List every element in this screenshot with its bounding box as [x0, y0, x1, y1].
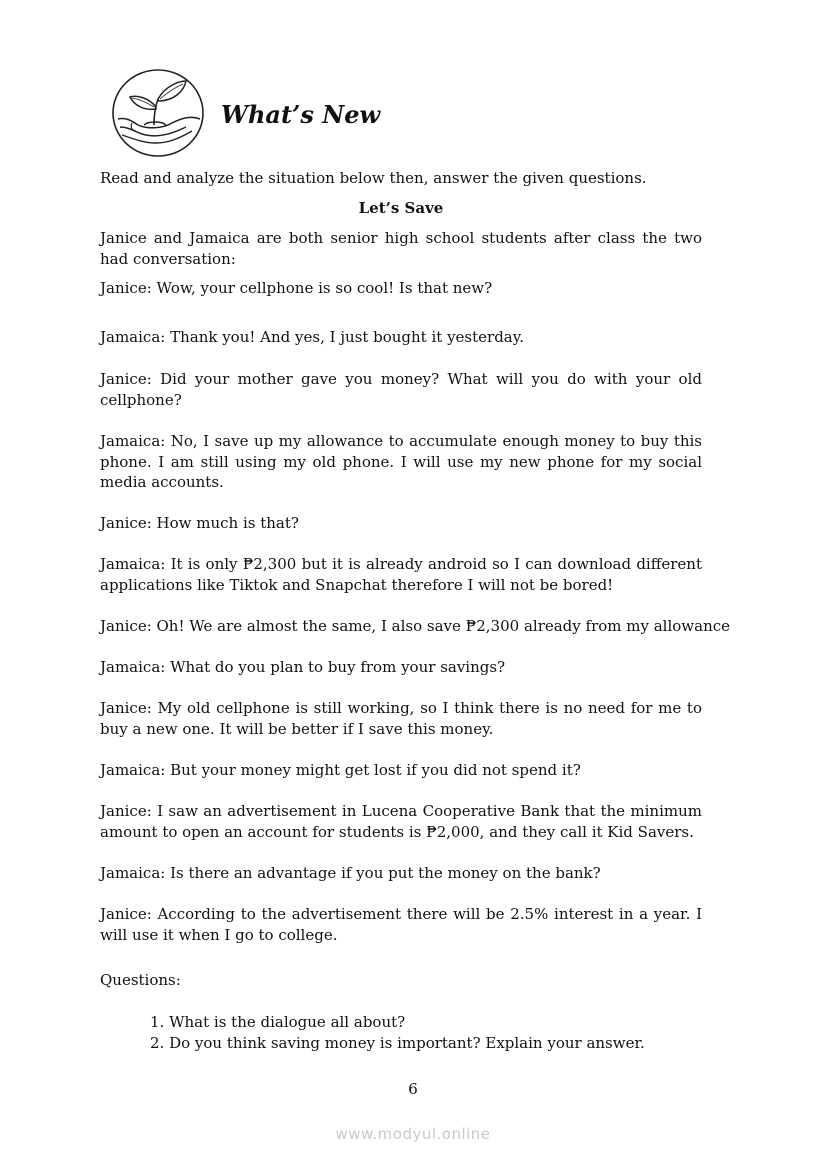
dialogue-line: Janice: I saw an advertisement in Lucena Cooperative Bank that the minimum amount to open an account for students is ₱2,000, and they call it Kid Savers. [100, 802, 702, 841]
dialogue-line: Jamaica: Is there an advantage if you put the money on the bank? [100, 864, 601, 882]
question-item: 2. Do you think saving money is important? Explain your answer. [150, 1034, 645, 1052]
intro-paragraph: Janice and Jamaica are both senior high school students after class the two had conversation: [100, 229, 702, 268]
dialogue-line: Janice: Oh! We are almost the same, I also save ₱2,300 already from my allowance [100, 617, 731, 635]
dialogue-line: Janice: How much is that? [100, 514, 299, 532]
dialogue-line: Janice: Wow, your cellphone is so cool! Is that new? [100, 279, 493, 297]
dialogue-line: Jamaica: Thank you! And yes, I just bought it yesterday. [100, 328, 524, 346]
dialogue-line: Jamaica: It is only ₱2,300 but it is already android so I can download different applications like Tiktok and Snapchat therefore I will not be bored! [100, 555, 702, 594]
dialogue-line: Jamaica: What do you plan to buy from your savings? [100, 658, 506, 676]
questions-label: Questions: [100, 971, 181, 989]
questions-list [150, 1012, 645, 1054]
instruction-text: Read and analyze the situation below then, answer the given questions. [100, 169, 647, 187]
dialogue-line: Jamaica: No, I save up my allowance to accumulate enough money to buy this phone. I am still using my old phone. I will use my new phone for my social media accounts. [100, 432, 702, 491]
dialogue-line: Jamaica: But your money might get lost if you did not spend it? [100, 761, 581, 779]
section-title: What’s New [221, 100, 381, 129]
hand-holding-seedling-icon [110, 67, 206, 159]
story-title: Let’s Save [358, 199, 444, 217]
dialogue-line: Janice: Did your mother gave you money? What will you do with your old cellphone? [100, 370, 702, 409]
dialogue-line: Janice: According to the advertisement there will be 2.5% interest in a year. I will use it when I go to college. [100, 905, 702, 944]
page-number: 6 [408, 1080, 418, 1098]
dialogue-line: Janice: My old cellphone is still working, so I think there is no need for me to buy a new one. It will be better if I save this money. [100, 699, 702, 738]
question-item: 1. What is the dialogue all about? [150, 1013, 406, 1031]
watermark: www.modyul.online [335, 1125, 491, 1143]
